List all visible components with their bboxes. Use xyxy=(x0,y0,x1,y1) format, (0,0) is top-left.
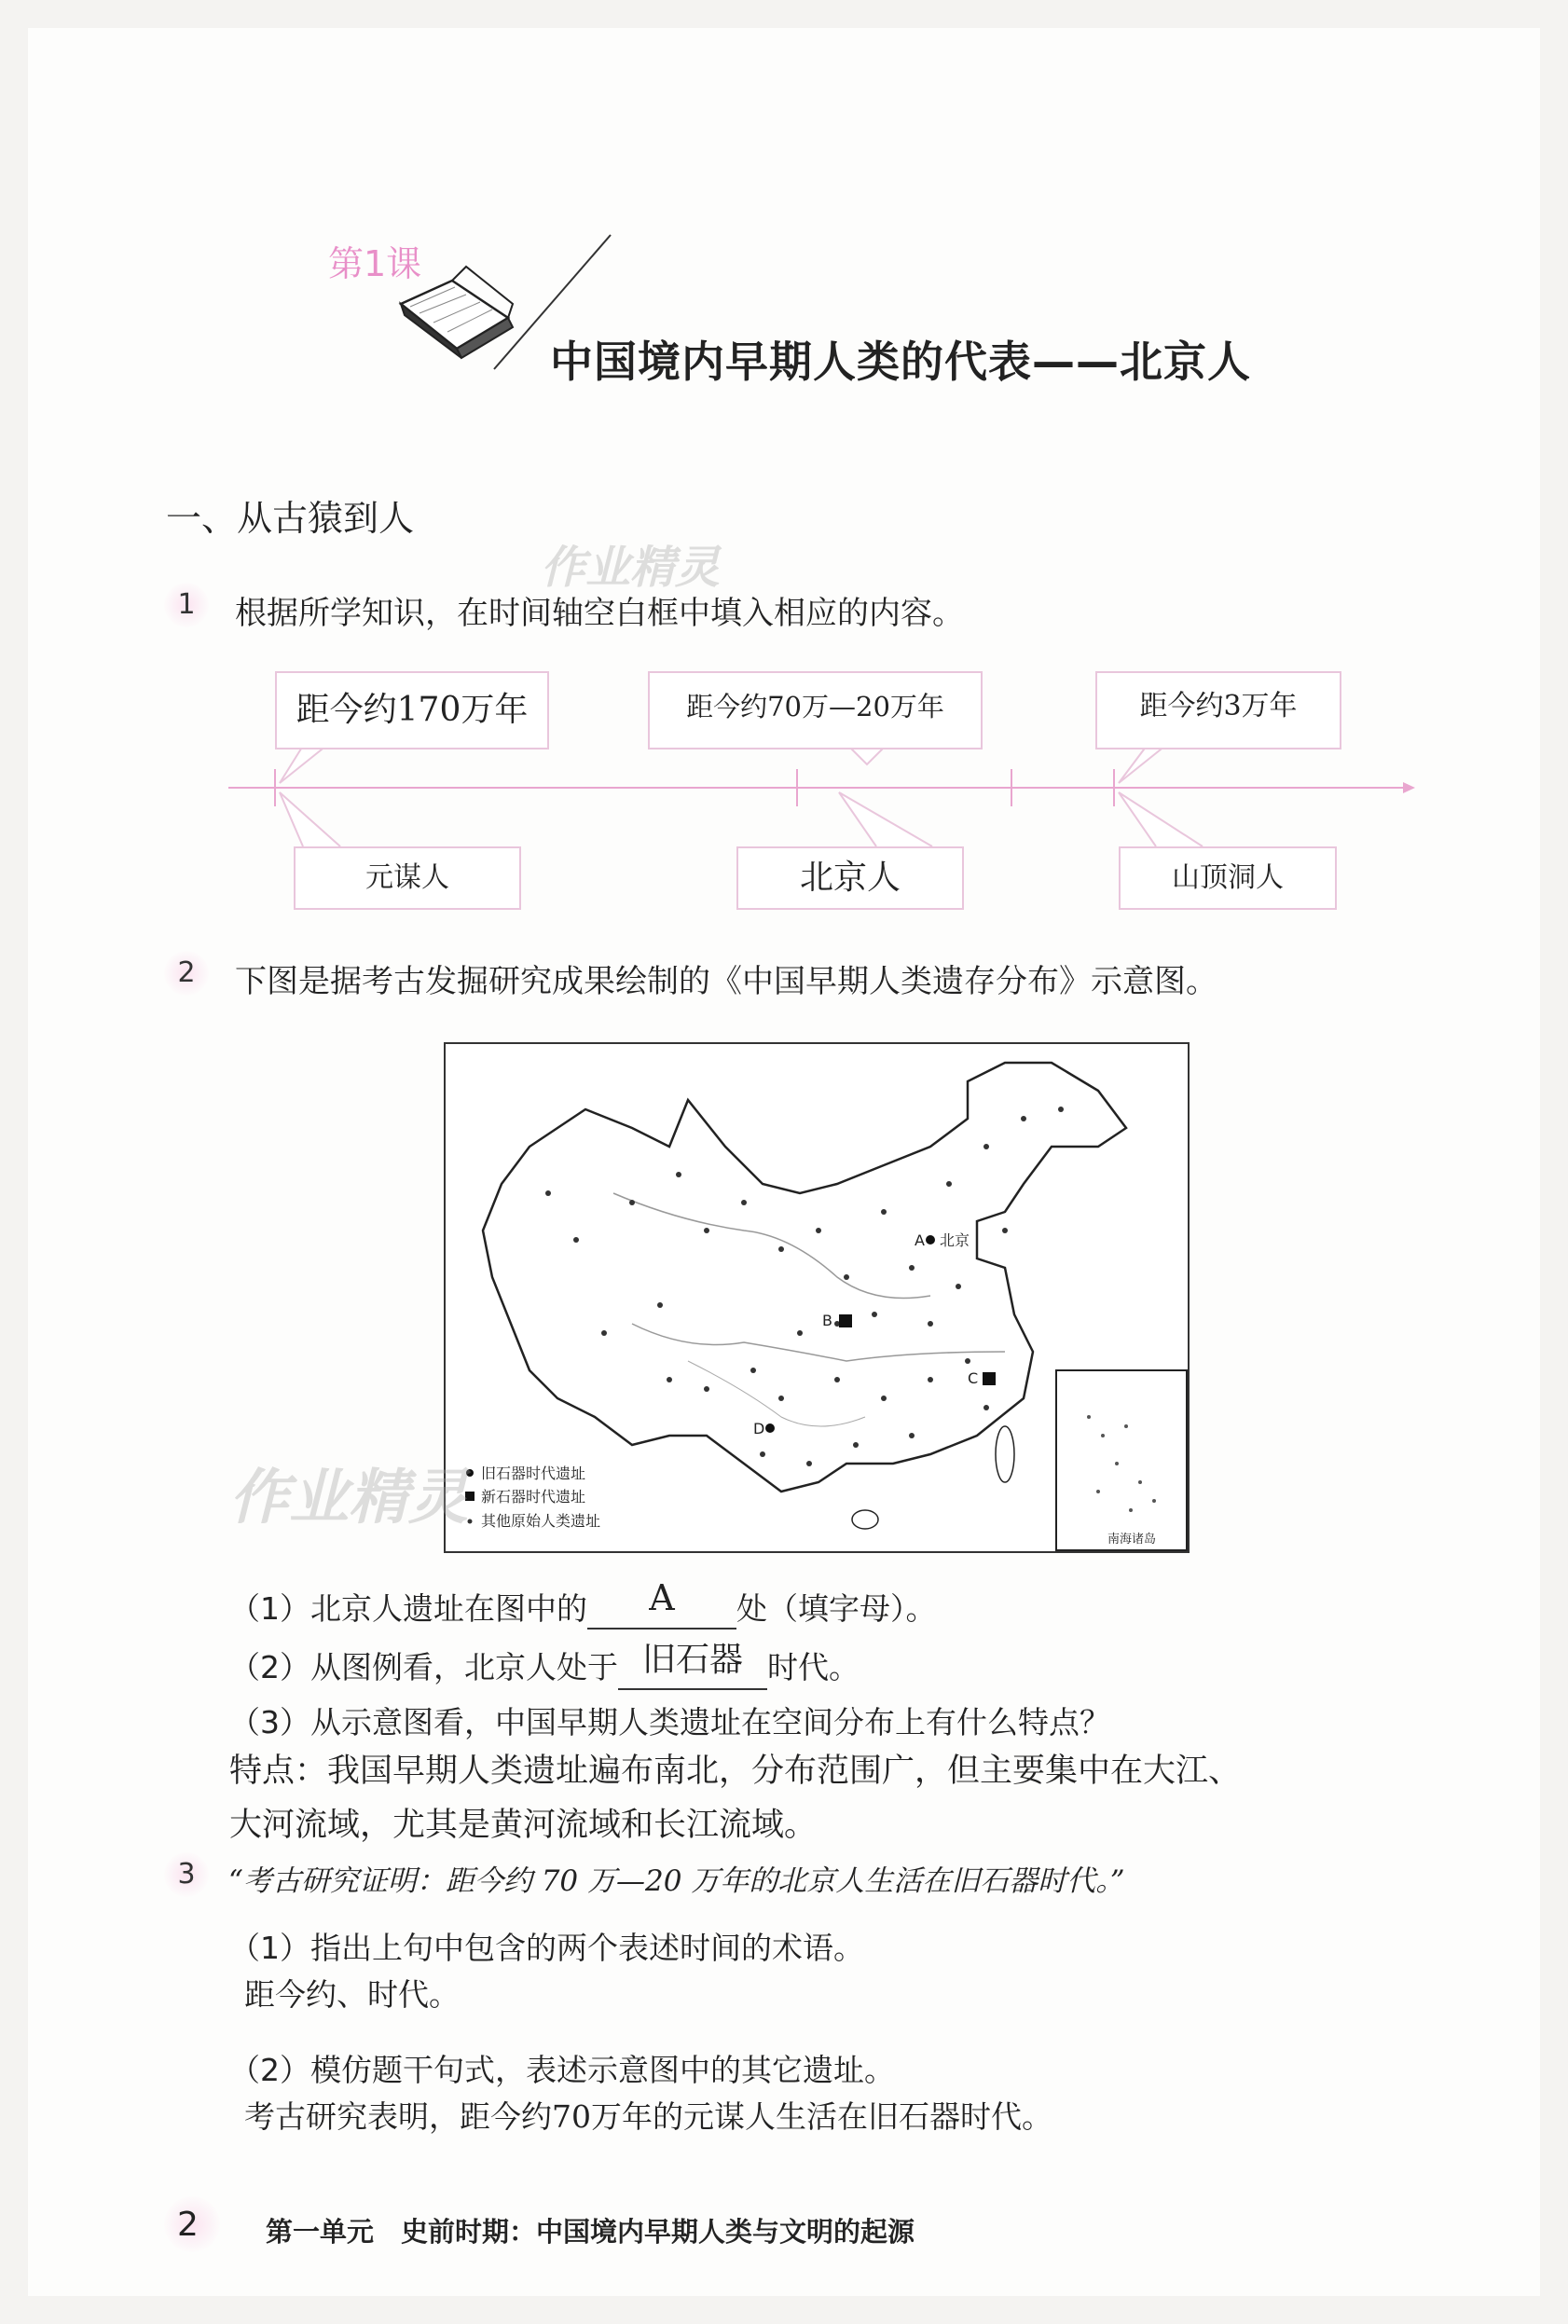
q2-sub3-answer-line1: 特点：我国早期人类遗址遍布南北，分布范围广，但主要集中在大江、 xyxy=(229,1753,1242,1790)
timeline-top-text-1: 距今约170万年 xyxy=(296,691,529,729)
q2-sub1-answer-blank[interactable] xyxy=(587,1577,736,1630)
question-number-3: 3 xyxy=(164,1852,209,1897)
q2-sub2-answer-blank[interactable] xyxy=(618,1641,767,1690)
q2-sub1-suffix: 处（填字母）。 xyxy=(736,1590,937,1627)
china-map-figure xyxy=(444,1042,1190,1553)
footer-unit-text: 第一单元 史前时期：中国境内早期人类与文明的起源 xyxy=(266,2216,915,2248)
question-1-prompt: 根据所学知识，在时间轴空白框中填入相应的内容。 xyxy=(235,595,964,632)
q2-sub2-answer: 旧石器 xyxy=(641,1641,743,1679)
china-outline xyxy=(483,1063,1126,1492)
q3-sub2-question: （2）模仿题干句式，表述示意图中的其它遗址。 xyxy=(229,2052,895,2088)
timeline-bottom-text-3: 山顶洞人 xyxy=(1172,861,1284,894)
timeline-top-text-3: 距今约3万年 xyxy=(1139,690,1298,722)
q2-sub3-question: （3）从示意图看，中国早期人类遗址在空间分布上有什么特点？ xyxy=(229,1704,1110,1740)
q2-sub1 xyxy=(229,1577,937,1630)
q3-sub1-answer: 距今约、时代。 xyxy=(244,1976,460,2013)
question-2-prompt: 下图是据考古发掘研究成果绘制的《中国早期人类遗存分布》示意图。 xyxy=(235,963,1217,1000)
map-site-b-label: B xyxy=(822,1312,832,1329)
section-heading: 一、从古猿到人 xyxy=(166,498,415,539)
timeline xyxy=(224,667,1417,918)
timeline-top-box-3[interactable] xyxy=(1095,671,1341,749)
map-beijing-label: 北京 xyxy=(940,1231,970,1249)
timeline-bottom-box-3[interactable] xyxy=(1119,846,1337,910)
timeline-bottom-box-1[interactable] xyxy=(294,846,521,910)
q2-sub2-prefix: （2）从图例看，北京人处于 xyxy=(229,1649,618,1685)
map-legend-neolithic: 新石器时代遗址 xyxy=(481,1488,586,1506)
q2-sub2-suffix: 时代。 xyxy=(767,1649,860,1685)
lesson-title: 中国境内早期人类的代表——北京人 xyxy=(550,337,1251,387)
q2-sub1-answer: A xyxy=(649,1577,675,1618)
q3-sub2-answer: 考古研究表明，距今约70万年的元谋人生活在旧石器时代。 xyxy=(244,2098,1052,2135)
timeline-bottom-text-2: 北京人 xyxy=(799,859,901,897)
map-site-d-label: D xyxy=(753,1420,765,1437)
lesson-tag: 第1课 xyxy=(328,243,422,284)
q2-sub3-answer-line2: 大河流域，尤其是黄河流域和长江流域。 xyxy=(229,1807,818,1844)
map-legend-other: 其他原始人类遗址 xyxy=(481,1512,601,1530)
question-number-1: 1 xyxy=(164,583,209,627)
timeline-bottom-text-1: 元谋人 xyxy=(365,861,449,894)
timeline-bottom-box-2[interactable] xyxy=(736,846,964,910)
map-site-c-label: C xyxy=(968,1369,979,1387)
map-legend-paleolithic: 旧石器时代遗址 xyxy=(481,1465,586,1482)
footer-page-number: 2 xyxy=(177,2206,199,2244)
q3-sub1-question: （1）指出上句中包含的两个表述时间的术语。 xyxy=(229,1930,864,1966)
question-number-2: 2 xyxy=(164,951,209,996)
timeline-top-box-1[interactable] xyxy=(275,671,549,749)
question-3-quote: “考古研究证明：距今约 70 万—20 万年的北京人生活在旧石器时代。” xyxy=(228,1864,1125,1898)
q2-sub1-prefix: （1）北京人遗址在图中的 xyxy=(229,1590,587,1627)
watermark-bottom: 作业精灵 xyxy=(229,1464,468,1533)
q2-sub2 xyxy=(229,1641,860,1690)
watermark-top: 作业精灵 xyxy=(541,542,721,594)
map-inset-label: 南海诸岛 xyxy=(1107,1533,1157,1547)
map-site-a-label: A xyxy=(915,1231,925,1249)
timeline-top-text-2: 距今约70万—20万年 xyxy=(686,691,944,722)
timeline-top-box-2[interactable] xyxy=(648,671,983,749)
